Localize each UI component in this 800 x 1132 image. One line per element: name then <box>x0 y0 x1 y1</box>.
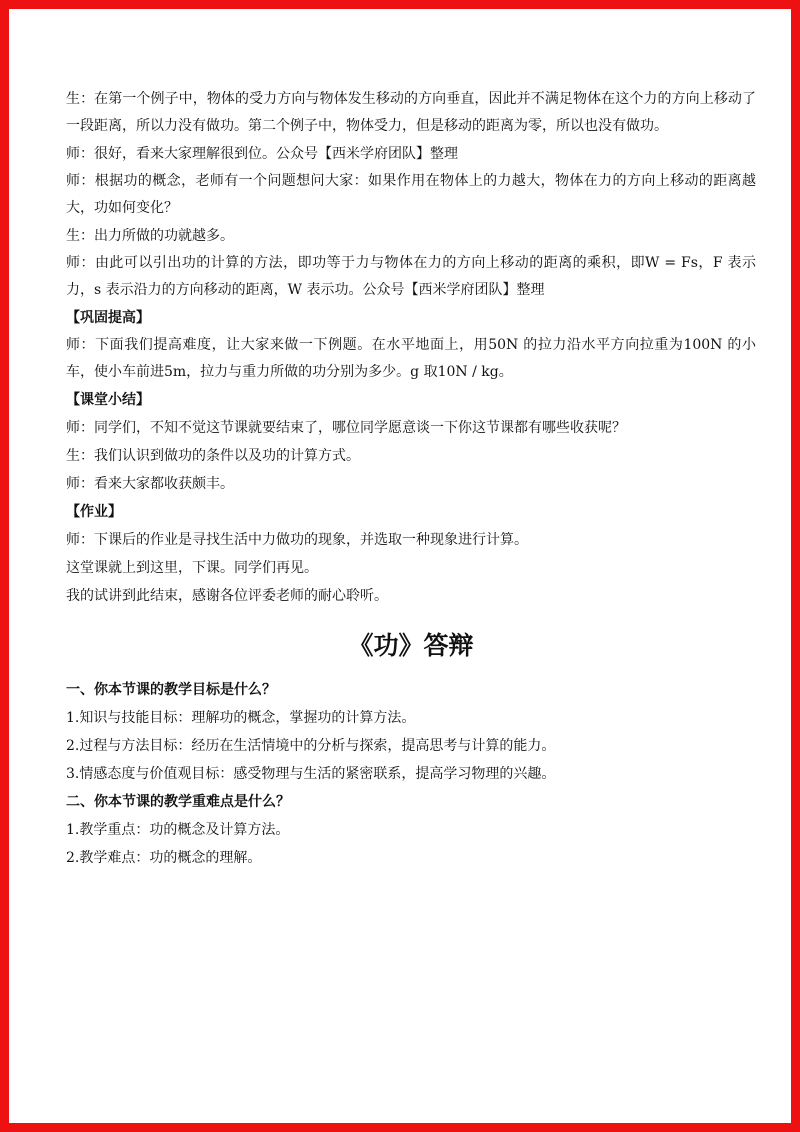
section-heading-summary: 【课堂小结】 <box>66 392 150 408</box>
answer-item: 2.教学难点：功的概念的理解。 <box>66 850 262 866</box>
dialogue-line: 师：很好，看来大家理解很到位。公众号【西米学府团队】整理 <box>66 146 458 162</box>
document-content <box>66 86 756 872</box>
answer-item: 3.情感态度与价值观目标：感受物理与生活的紧密联系，提高学习物理的兴趣。 <box>66 766 556 782</box>
dialogue-line: 师：由此可以引出功的计算的方法，即功等于力与物体在力的方向上移动的距离的乘积，即W = Fs，F 表示力，s 表示沿力的方向移动的距离，W 表示功。公众号【西米学府团队】整理 <box>66 255 756 298</box>
dialogue-line: 生：出力所做的功就越多。 <box>66 228 234 244</box>
dialogue-line: 师：同学们，不知不觉这节课就要结束了，哪位同学愿意谈一下你这节课都有哪些收获呢？ <box>66 420 626 436</box>
dialogue-line: 生：我们认识到做功的条件以及功的计算方式。 <box>66 448 360 464</box>
defense-title: 《功》答辩 <box>348 631 474 660</box>
dialogue-line: 师：下课后的作业是寻找生活中力做功的现象，并选取一种现象进行计算。 <box>66 532 528 548</box>
question-heading: 二、你本节课的教学重难点是什么？ <box>66 794 290 810</box>
dialogue-line: 师：下面我们提高难度，让大家来做一下例题。在水平地面上，用50N 的拉力沿水平方向拉重为100N 的小车，使小车前进5m，拉力与重力所做的功分别为多少。g 取10N / kg。 <box>66 337 756 380</box>
answer-item: 1.知识与技能目标：理解功的概念，掌握功的计算方法。 <box>66 710 416 726</box>
question-heading: 一、你本节课的教学目标是什么？ <box>66 682 276 698</box>
dialogue-line: 师：根据功的概念，老师有一个问题想问大家：如果作用在物体上的力越大，物体在力的方向上移动的距离越大，功如何变化？ <box>66 173 756 216</box>
dialogue-line: 生：在第一个例子中，物体的受力方向与物体发生移动的方向垂直，因此并不满足物体在这个力的方向上移动了一段距离，所以力没有做功。第二个例子中，物体受力，但是移动的距离为零，所以也没有做功。 <box>66 91 756 134</box>
dialogue-line: 这堂课就上到这里，下课。同学们再见。 <box>66 560 318 576</box>
answer-item: 2.过程与方法目标：经历在生活情境中的分析与探索，提高思考与计算的能力。 <box>66 738 556 754</box>
dialogue-line: 师：看来大家都收获颇丰。 <box>66 476 234 492</box>
section-heading-homework: 【作业】 <box>66 504 122 520</box>
answer-item: 1.教学重点：功的概念及计算方法。 <box>66 822 290 838</box>
section-heading-consolidate: 【巩固提高】 <box>66 310 150 326</box>
dialogue-line: 我的试讲到此结束，感谢各位评委老师的耐心聆听。 <box>66 588 388 604</box>
